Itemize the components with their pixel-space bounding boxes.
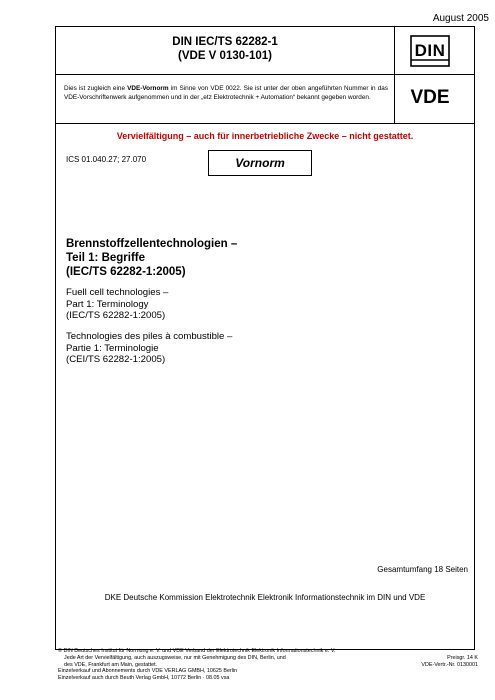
din-logo — [410, 35, 450, 67]
status-badge: Vornorm — [208, 150, 312, 176]
title-french: Technologies des piles à combustible – Partie 1: Terminologie (CEI/TS 62282-1:2005) — [66, 331, 233, 365]
footer-copyright: © DIN Deutsches Institut für Normung e. V. und VDE Verband der Elektrotechnik Elektronik Informationstechnik e. V. Jede Art der Vervielfältigung, auch auszugsweise, nur mit Genehmigung des DIN, Berlin, und des VDE, Frankfurt am Main, gestattet. Einzelverkauf und Abonnements durch VDE VERLAG GMBH, 10625 Berlin Einzelverkauf auch durch Beuth Verlag GmbH, 10772 Berlin · 08.05 vsa — [58, 648, 336, 682]
title-german: Brennstoffzellentechnologien – Teil 1: Begriffe (IEC/TS 62282-1:2005) — [66, 238, 238, 278]
vde-logo — [402, 86, 458, 106]
total-pages: Gesamtumfang 18 Seiten — [377, 565, 468, 574]
vde-vornorm-term: VDE-Vornorm — [127, 85, 169, 92]
title-page-frame — [55, 26, 475, 650]
vde-logo-text: VDE — [410, 87, 450, 106]
header-divider-bottom — [56, 123, 474, 124]
copy-warning: Vervielfältigung – auch für innerbetriebliche Zwecke – nicht gestattet. — [116, 131, 414, 141]
vde-number: (VDE V 0130-101) — [178, 50, 272, 62]
din-number: DIN IEC/TS 62282-1 — [172, 36, 278, 48]
publication-date: August 2005 — [432, 13, 489, 24]
din-logo-text: DIN — [414, 41, 446, 60]
vde-notice: Dies ist zugleich eine VDE-Vornorm im Sinne von VDE 0022. Sie ist unter der oben angeführten Nummer in das VDE-Vorschriftenwerk aufgenommen und in der „etz Elektrotechnik + Automation“ bekannt gegeben worden. — [64, 85, 388, 101]
dke-line: DKE Deutsche Kommission Elektrotechnik Elektronik Informationstechnik im DIN und VDE — [104, 593, 426, 602]
footer-price: Preisgr. 14 K VDE-Vertr.-Nr. 0130001 — [421, 654, 478, 668]
ics-codes: ICS 01.040.27; 27.070 — [66, 155, 147, 164]
header-divider-top — [56, 74, 474, 75]
header-divider-vertical — [394, 27, 395, 123]
title-english: Fuell cell technologies – Part 1: Terminology (IEC/TS 62282-1:2005) — [66, 287, 169, 321]
document-number — [56, 35, 394, 63]
